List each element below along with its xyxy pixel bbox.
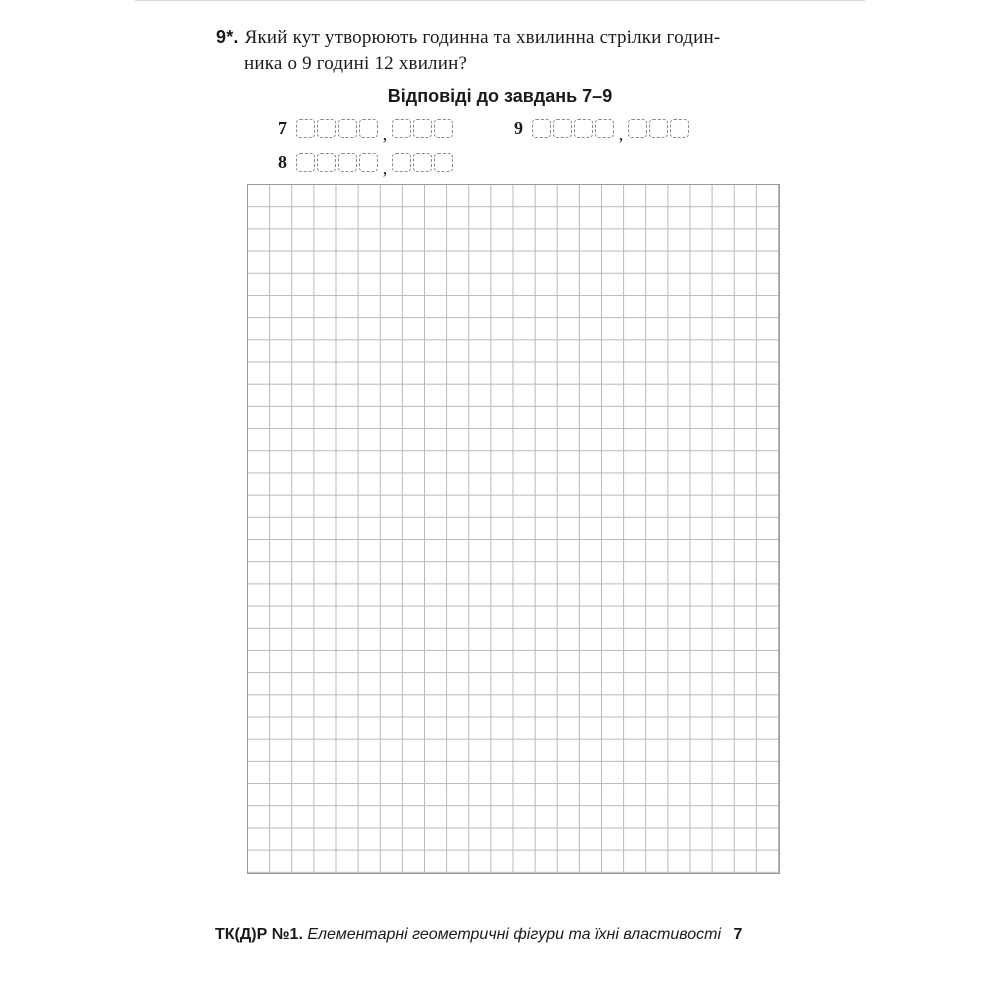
answer-cell[interactable]	[649, 119, 668, 138]
answers-title: Відповіді до завдань 7–9	[387, 86, 613, 106]
answer-cell[interactable]	[434, 153, 453, 172]
answer-cell[interactable]	[296, 119, 315, 138]
answer-cell[interactable]	[670, 119, 689, 138]
answer-label: 8	[278, 151, 287, 172]
top-rule	[135, 0, 865, 1]
answer-cell[interactable]	[532, 119, 551, 138]
answer-cell[interactable]	[553, 119, 572, 138]
problem-number: 9*.	[216, 27, 239, 47]
problem-text-line-2: ника о 9 годині 12 хвилин?	[244, 53, 468, 74]
answer-cell[interactable]	[392, 153, 411, 172]
answer-cell[interactable]	[628, 119, 647, 138]
footer-code: ТК(Д)Р №1.	[215, 926, 303, 943]
answer-row-7	[278, 116, 455, 144]
answer-cell[interactable]	[413, 153, 432, 172]
grid-paper[interactable]	[247, 184, 780, 874]
answer-cell[interactable]	[359, 153, 378, 172]
problem-text-line-1: Який кут утворюють годинна та хвилинна стрілки годин-	[244, 27, 721, 48]
answer-label: 9	[514, 117, 523, 138]
answer-cell[interactable]	[595, 119, 614, 138]
answer-row-9	[514, 116, 691, 144]
answer-cell[interactable]	[296, 153, 315, 172]
answer-cell[interactable]	[359, 119, 378, 138]
answer-cell[interactable]	[574, 119, 593, 138]
answer-cell[interactable]	[392, 119, 411, 138]
page-number: 7	[733, 926, 743, 943]
footer-topic: Елементарні геометричні фігури та їхні властивості	[307, 926, 722, 943]
decimal-comma: ,	[382, 124, 388, 144]
answer-cell[interactable]	[338, 153, 357, 172]
decimal-comma: ,	[618, 124, 624, 144]
answer-label: 7	[278, 117, 287, 138]
answer-cell[interactable]	[338, 119, 357, 138]
answer-cell[interactable]	[317, 119, 336, 138]
answer-cell[interactable]	[413, 119, 432, 138]
page-footer	[215, 926, 785, 944]
problem-9	[216, 24, 786, 77]
answer-cell[interactable]	[317, 153, 336, 172]
decimal-comma: ,	[382, 158, 388, 178]
answer-cell[interactable]	[434, 119, 453, 138]
answer-row-8	[278, 150, 455, 178]
